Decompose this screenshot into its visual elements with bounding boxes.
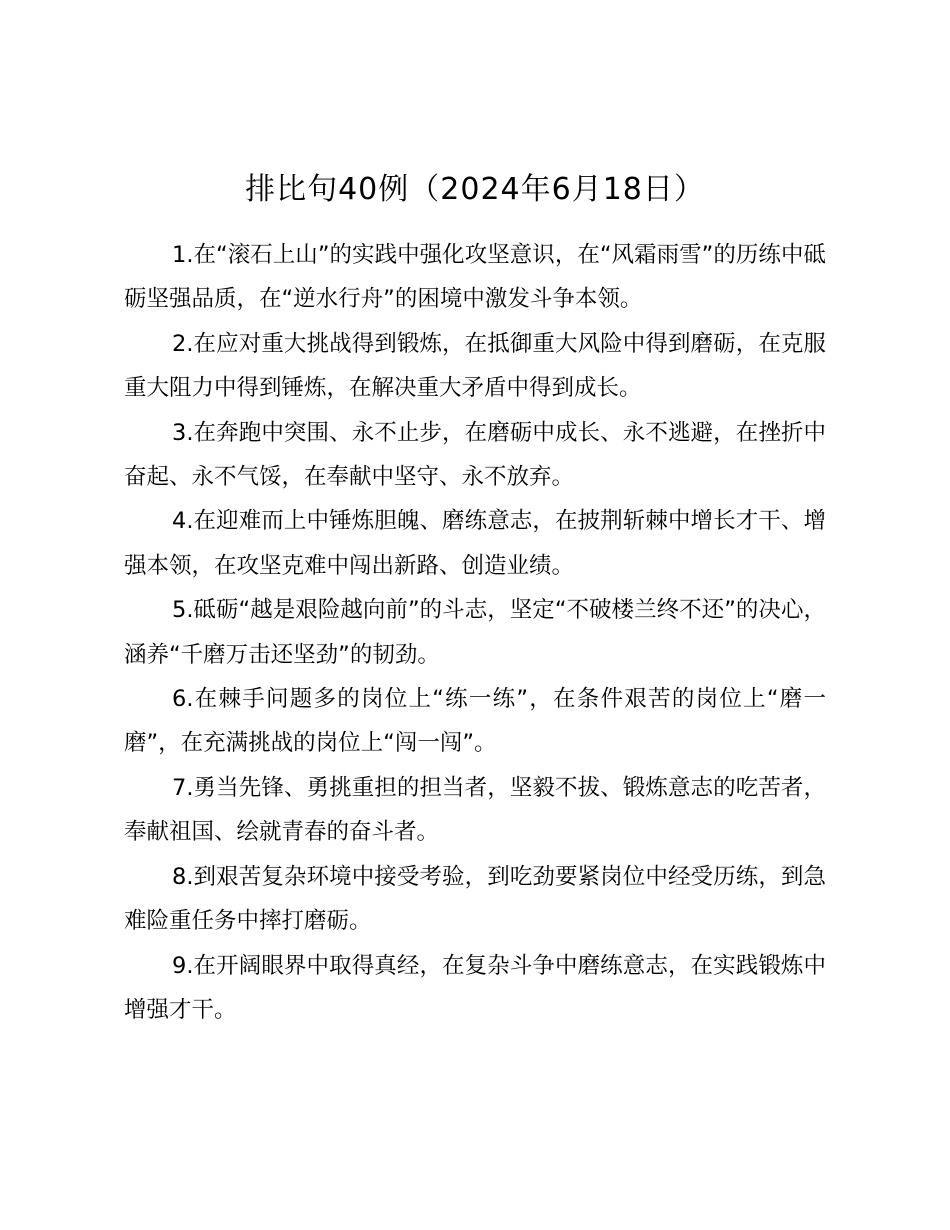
paragraph-5: 5.砥砺“越是艰险越向前”的斗志，坚定“不破楼兰终不还”的决心，涵养“千磨万击还坚劲”的韧劲。 [124, 597, 826, 668]
document-body [124, 233, 826, 1032]
paragraph-6: 6.在棘手问题多的岗位上“练一练”，在条件艰苦的岗位上“磨一磨”，在充满挑战的岗位上“闯一闯”。 [124, 686, 826, 757]
paragraph-7: 7.勇当先锋、勇挑重担的担当者，坚毅不拔、锻炼意志的吃苦者，奉献祖国、绘就青春的奋斗者。 [124, 774, 826, 846]
document-title: 排比句40例（2024年6月18日） [245, 172, 705, 207]
paragraph-4: 4.在迎难而上中锤炼胆魄、磨练意志，在披荆斩棘中增长才干、增强本领，在攻坚克难中闯出新路、创造业绩。 [124, 508, 826, 579]
paragraph-3: 3.在奔跑中突围、永不止步，在磨砺中成长、永不逃避，在挫折中奋起、永不气馁，在奉献中坚守、永不放弃。 [124, 419, 826, 491]
paragraph-2: 2.在应对重大挑战得到锻炼，在抵御重大风险中得到磨砺，在克服重大阻力中得到锤炼，在解决重大矛盾中得到成长。 [124, 330, 826, 402]
paragraph-9: 9.在开阔眼界中取得真经，在复杂斗争中磨练意志，在实践锻炼中增强才干。 [124, 952, 826, 1023]
paragraph-1: 1.在“滚石上山”的实践中强化攻坚意识，在“风霜雨雪”的历练中砥砺坚强品质，在“逆水行舟”的困境中激发斗争本领。 [124, 242, 826, 313]
paragraph-8: 8.到艰苦复杂环境中接受考验，到吃劲要紧岗位中经受历练，到急难险重任务中摔打磨砺。 [124, 863, 826, 935]
